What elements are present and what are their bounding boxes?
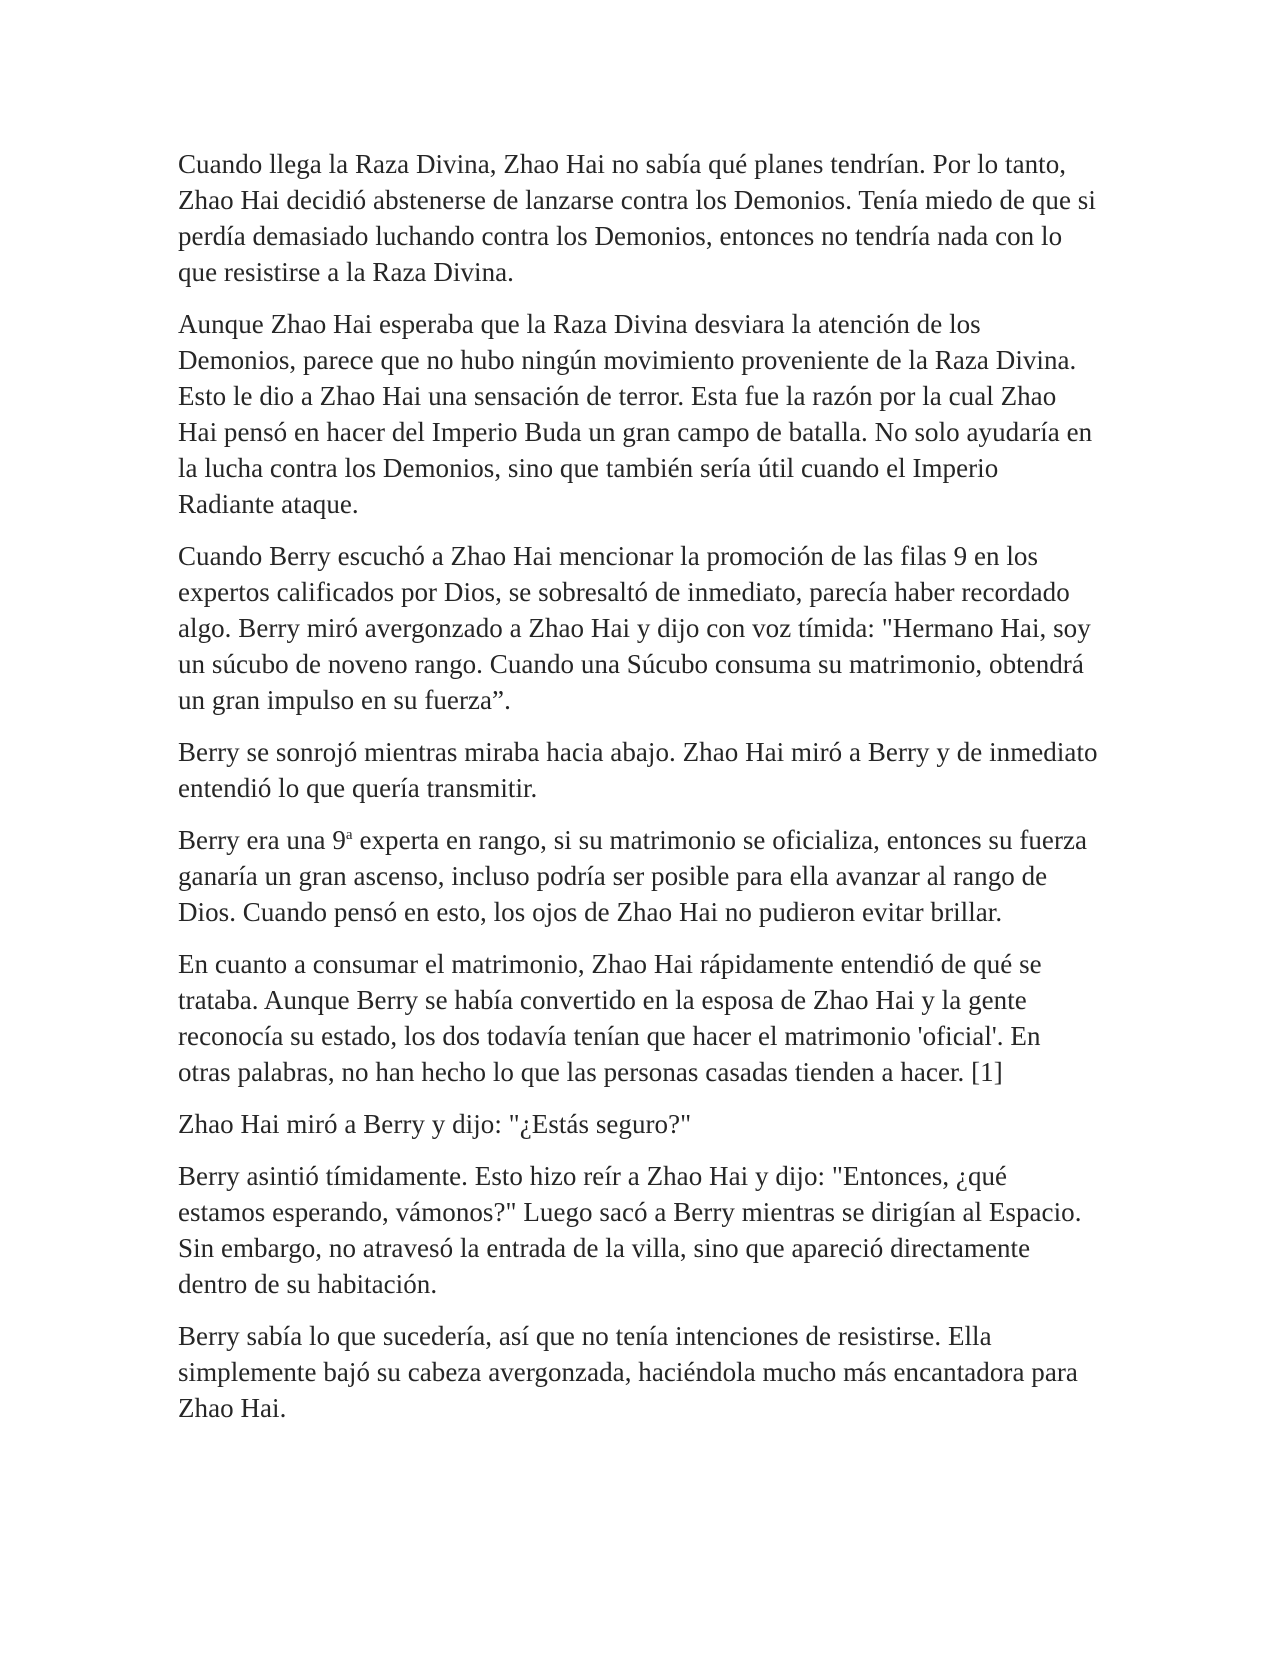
paragraph: Zhao Hai miró a Berry y dijo: "¿Estás seguro?" xyxy=(178,1109,692,1139)
paragraph: Berry sabía lo que sucedería, así que no tenía intenciones de resistirse. Ella simplemente bajó su cabeza avergonzada, haciéndola mucho más encantadora para Zhao Hai. xyxy=(178,1321,1078,1423)
paragraph xyxy=(178,822,1100,930)
paragraph: Cuando llega la Raza Divina, Zhao Hai no sabía qué planes tendrían. Por lo tanto, Zhao Hai decidió abstenerse de lanzarse contra los Demonios. Tenía miedo de que si perdía demasiado luchando contra los Demonios, entonces no tendría nada con lo que resistirse a la Raza Divina. xyxy=(178,149,1096,287)
paragraph-text-after: experta en rango, si su matrimonio se oficializa, entonces su fuerza ganaría un gran ascenso, incluso podría ser posible para ella avanzar al rango de Dios. Cuando pensó en esto, los ojos de Zhao Hai no pudieron evitar brillar. xyxy=(178,825,1088,927)
paragraph: Berry asintió tímidamente. Esto hizo reír a Zhao Hai y dijo: "Entonces, ¿qué estamos esperando, vámonos?" Luego sacó a Berry mientras se dirigían al Espacio. Sin embargo, no atravesó la entrada de la villa, sino que apareció directamente dentro de su habitación. xyxy=(178,1161,1082,1299)
ordinal-superscript: a xyxy=(345,827,353,843)
paragraph: Berry se sonrojó mientras miraba hacia abajo. Zhao Hai miró a Berry y de inmediato entendió lo que quería transmitir. xyxy=(178,737,1098,803)
paragraph-text-before: Berry era una 9 xyxy=(178,825,346,855)
paragraph: Aunque Zhao Hai esperaba que la Raza Divina desviara la atención de los Demonios, parece que no hubo ningún movimiento proveniente de la Raza Divina. Esto le dio a Zhao Hai una sensación de terror. Esta fue la razón por la cual Zhao Hai pensó en hacer del Imperio Buda un gran campo de batalla. No solo ayudaría en la lucha contra los Demonios, sino que también sería útil cuando el Imperio Radiante ataque. xyxy=(178,309,1093,519)
paragraph: En cuanto a consumar el matrimonio, Zhao Hai rápidamente entendió de qué se trataba. Aunque Berry se había convertido en la esposa de Zhao Hai y la gente reconocía su estado, los dos todavía tenían que hacer el matrimonio 'oficial'. En otras palabras, no han hecho lo que las personas casadas tienden a hacer. [1] xyxy=(178,949,1042,1087)
paragraph: Cuando Berry escuchó a Zhao Hai mencionar la promoción de las filas 9 en los expertos calificados por Dios, se sobresaltó de inmediato, parecía haber recordado algo. Berry miró avergonzado a Zhao Hai y dijo con voz tímida: "Hermano Hai, soy un súcubo de noveno rango. Cuando una Súcubo consuma su matrimonio, obtendrá un gran impulso en su fuerza”. xyxy=(178,541,1091,715)
document-body xyxy=(178,146,1100,1442)
